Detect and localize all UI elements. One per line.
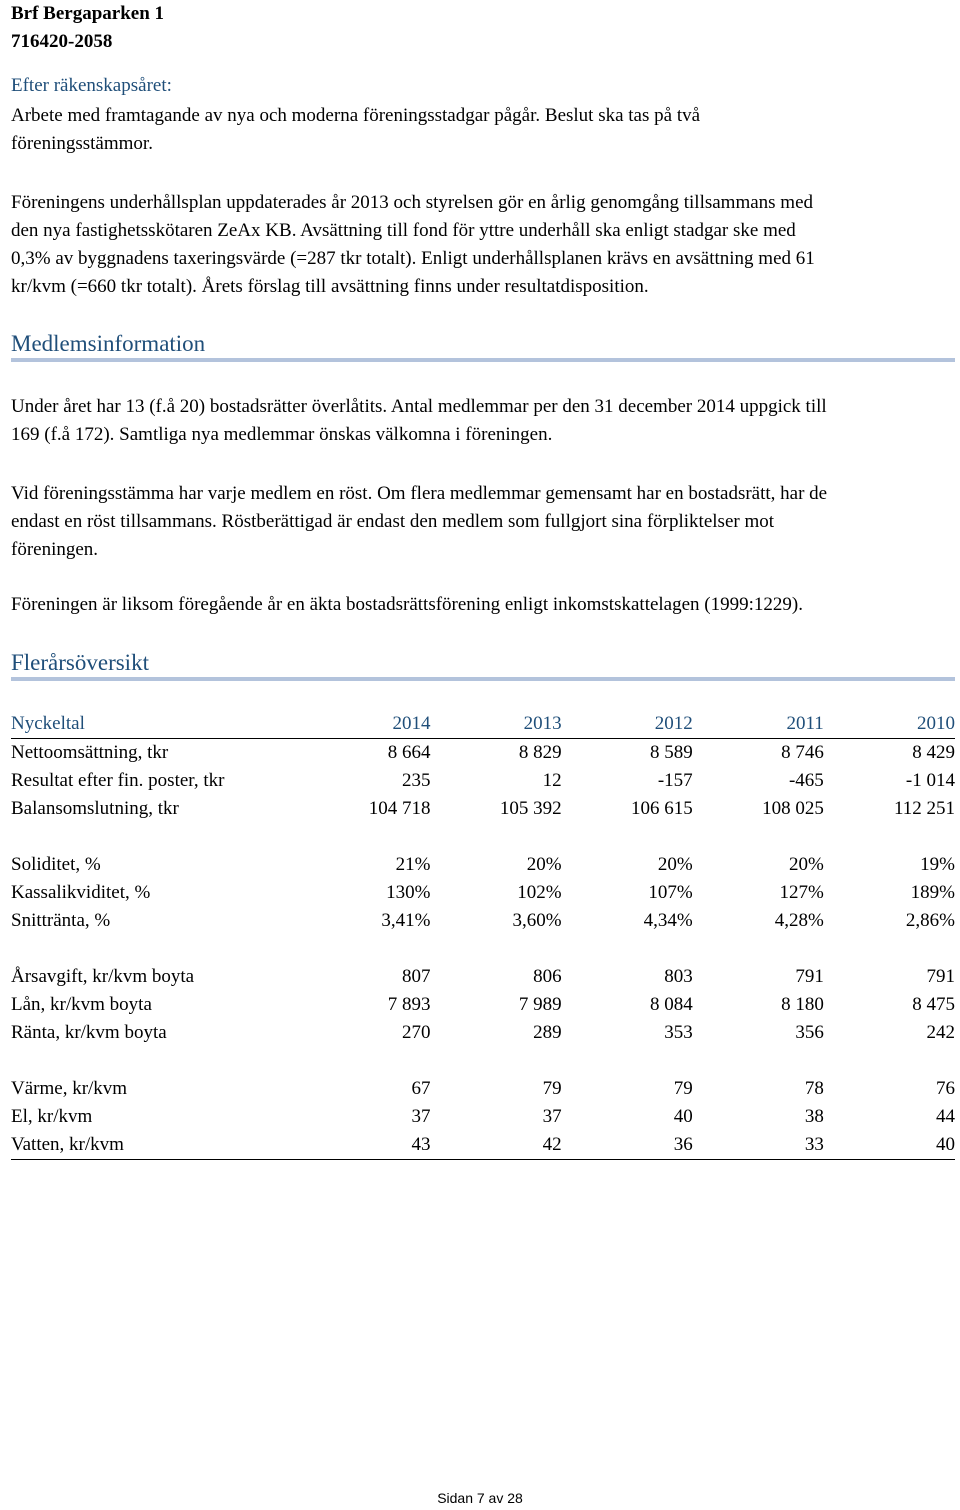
table-row — [11, 851, 955, 879]
cell-value: -465 — [788, 770, 824, 791]
cell-value: 7 893 — [387, 994, 431, 1015]
section-divider — [11, 677, 955, 681]
organization-number: 716420-2058 — [11, 31, 113, 52]
cell-value: 356 — [795, 1022, 824, 1043]
cell-value: 270 — [401, 1022, 431, 1043]
cell-value: 8 829 — [518, 742, 562, 763]
column-header: 2011 — [693, 710, 824, 739]
organization-header — [11, 0, 164, 56]
cell-value: 67 — [411, 1078, 431, 1099]
after-year-heading: Efter räkenskapsåret: — [11, 75, 172, 96]
cell-value: 21% — [395, 854, 431, 875]
cell-value: 106 615 — [630, 798, 693, 819]
cell-value: 112 251 — [893, 798, 955, 819]
text-line: föreningsstämmor. — [11, 133, 153, 154]
table-row — [11, 991, 955, 1019]
cell-value: 127% — [779, 882, 824, 903]
cell-value: 19% — [920, 854, 955, 875]
cell-value: 2,86% — [905, 910, 955, 931]
cell-value: 791 — [926, 966, 955, 987]
cell-value: 40 — [673, 1106, 693, 1127]
text-line: Vid föreningsstämma har varje medlem en röst. Om flera medlemmar gemensamt har en bostadsrätt, har de — [11, 483, 828, 504]
table-header-row — [11, 710, 955, 739]
table-row — [11, 767, 955, 795]
cell-value: 37 — [542, 1106, 562, 1127]
table-row — [11, 1019, 955, 1047]
spacer-row — [11, 1047, 955, 1075]
row-label: Årsavgift, kr/kvm boyta — [11, 966, 195, 987]
column-header: Nyckeltal — [11, 710, 311, 739]
cell-value: 12 — [542, 770, 562, 791]
table-row — [11, 1103, 955, 1131]
cell-value: 8 664 — [387, 742, 431, 763]
table-row — [11, 739, 955, 768]
cell-value: 4,28% — [774, 910, 824, 931]
cell-value: 8 589 — [649, 742, 693, 763]
cell-value: 78 — [804, 1078, 824, 1099]
organization-name: Brf Bergaparken 1 — [11, 3, 165, 24]
row-label: Resultat efter fin. poster, tkr — [11, 770, 225, 791]
spacer-row — [11, 823, 955, 851]
section-divider — [11, 358, 955, 362]
text-line: 169 (f.å 172). Samtliga nya medlemmar önskas välkomna i föreningen. — [11, 424, 553, 445]
members-section-title: Medlemsinformation — [11, 331, 206, 356]
row-label: Soliditet, % — [11, 854, 101, 875]
cell-value: 4,34% — [643, 910, 693, 931]
cell-value: 42 — [430, 1131, 561, 1160]
cell-value: 806 — [533, 966, 562, 987]
row-label: Snittränta, % — [11, 910, 111, 931]
cell-value: 79 — [673, 1078, 693, 1099]
text-line: endast en röst tillsammans. Röstberättigad är endast den medlem som fullgjort sina förpliktelser mot — [11, 511, 775, 532]
text-line: den nya fastighetsskötaren ZeAx KB. Avsättning till fond för yttre underhåll ska enligt stadgar ske med — [11, 220, 796, 241]
cell-value: 289 — [533, 1022, 562, 1043]
cell-value: 36 — [562, 1131, 693, 1160]
cell-value: 76 — [936, 1078, 955, 1099]
text-line: Arbete med framtagande av nya och moderna föreningsstadgar pågår. Beslut ska tas på två — [11, 105, 701, 126]
key-figures-table — [11, 710, 955, 1160]
cell-value: -1 014 — [905, 770, 955, 791]
cell-value: 37 — [411, 1106, 431, 1127]
cell-value: 40 — [824, 1131, 955, 1160]
text-line: föreningen. — [11, 539, 99, 560]
overview-section-title: Flerårsöversikt — [11, 650, 149, 675]
cell-value: 3,41% — [381, 910, 431, 931]
spacer-row — [11, 935, 955, 963]
members-paragraph-2 — [11, 480, 951, 564]
row-label: Balansomslutning, tkr — [11, 798, 179, 819]
members-paragraph-3 — [11, 591, 951, 619]
row-label: Ränta, kr/kvm boyta — [11, 1022, 167, 1043]
table-row — [11, 1131, 955, 1160]
table-row — [11, 907, 955, 935]
column-header: 2010 — [824, 710, 955, 739]
column-header: 2012 — [562, 710, 693, 739]
cell-value: 107% — [648, 882, 693, 903]
members-paragraph-1 — [11, 393, 951, 449]
cell-value: 8 746 — [781, 742, 824, 763]
text-line: Föreningens underhållsplan uppdaterades år 2013 och styrelsen gör en årlig genomgång tillsammans med — [11, 192, 814, 213]
table-row — [11, 963, 955, 991]
cell-value: 102% — [517, 882, 562, 903]
column-header: 2014 — [311, 710, 430, 739]
cell-value: 807 — [401, 966, 431, 987]
table-row — [11, 879, 955, 907]
cell-value: 79 — [542, 1078, 562, 1099]
row-label: Vatten, kr/kvm — [11, 1131, 311, 1160]
text-line: Föreningen är liksom föregående år en äkta bostadsrättsförening enligt inkomstskattelagen (1999:1229). — [11, 594, 803, 615]
page-footer: Sidan 7 av 28 — [437, 1490, 523, 1506]
cell-value: 20% — [788, 854, 824, 875]
cell-value: 353 — [664, 1022, 693, 1043]
cell-value: -157 — [657, 770, 693, 791]
cell-value: 108 025 — [762, 798, 824, 819]
cell-value: 189% — [910, 882, 955, 903]
cell-value: 235 — [401, 770, 431, 791]
cell-value: 38 — [804, 1106, 824, 1127]
column-header: 2013 — [430, 710, 561, 739]
after-year-paragraph-2 — [11, 189, 951, 301]
row-label: Nettoomsättning, tkr — [11, 742, 169, 763]
cell-value: 803 — [664, 966, 693, 987]
table-row — [11, 795, 955, 823]
cell-value: 20% — [526, 854, 562, 875]
cell-value: 104 718 — [368, 798, 431, 819]
cell-value: 43 — [311, 1131, 430, 1160]
text-line: Under året har 13 (f.å 20) bostadsrätter överlåtits. Antal medlemmar per den 31 december 2014 uppgick till — [11, 396, 827, 417]
text-line: kr/kvm (=660 tkr totalt). Årets förslag till avsättning finns under resultatdisposition. — [11, 276, 649, 297]
cell-value: 20% — [657, 854, 693, 875]
cell-value: 8 084 — [649, 994, 693, 1015]
cell-value: 7 989 — [518, 994, 562, 1015]
row-label: Värme, kr/kvm — [11, 1078, 128, 1099]
cell-value: 33 — [693, 1131, 824, 1160]
row-label: Lån, kr/kvm boyta — [11, 994, 152, 1015]
cell-value: 130% — [386, 882, 431, 903]
table-row — [11, 1075, 955, 1103]
cell-value: 105 392 — [499, 798, 562, 819]
text-line: 0,3% av byggnadens taxeringsvärde (=287 tkr totalt). Enligt underhållsplanen krävs en avsättning med 61 — [11, 248, 815, 269]
cell-value: 8 180 — [781, 994, 824, 1015]
cell-value: 44 — [936, 1106, 955, 1127]
row-label: Kassalikviditet, % — [11, 882, 151, 903]
cell-value: 8 429 — [912, 742, 955, 763]
row-label: El, kr/kvm — [11, 1106, 93, 1127]
cell-value: 242 — [926, 1022, 955, 1043]
after-year-paragraph-1 — [11, 102, 951, 158]
cell-value: 791 — [795, 966, 824, 987]
cell-value: 8 475 — [912, 994, 955, 1015]
cell-value: 3,60% — [512, 910, 562, 931]
